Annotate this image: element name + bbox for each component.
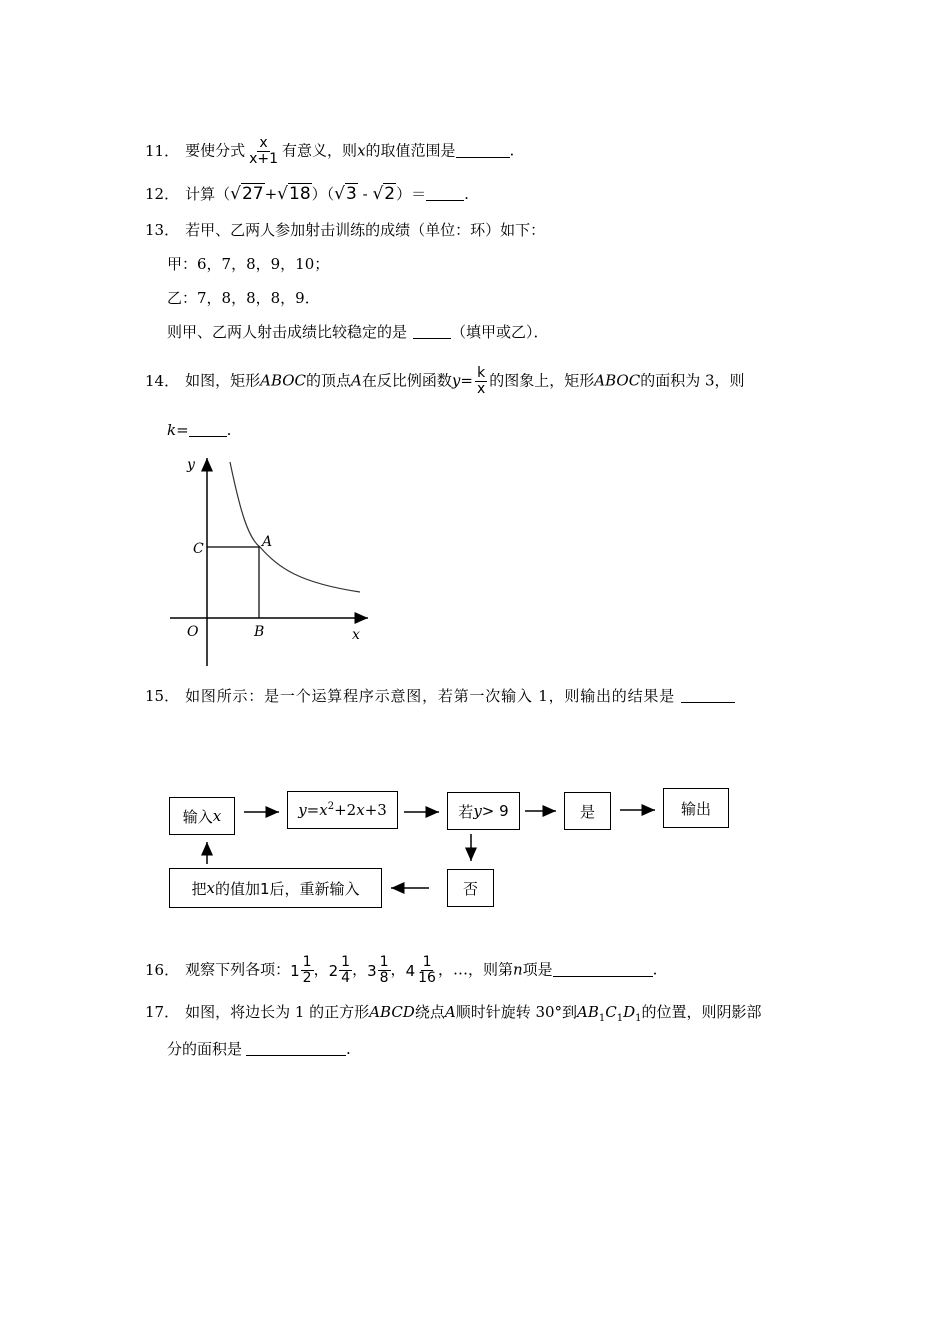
- fraction: [475, 366, 487, 397]
- variable: C: [605, 1003, 617, 1021]
- variable: x: [206, 879, 215, 897]
- question-number: 16．: [145, 960, 180, 979]
- answer-blank[interactable]: [456, 143, 510, 158]
- operator: =: [176, 421, 189, 439]
- output-box: 输出: [663, 788, 729, 828]
- radicand: 18: [289, 184, 311, 204]
- variable: n: [512, 960, 523, 979]
- variable: x: [356, 801, 365, 819]
- question-14: [145, 366, 745, 397]
- formula: [298, 801, 387, 819]
- question-number: 11．: [145, 141, 180, 160]
- flow-text: > 9: [481, 802, 509, 820]
- radicand: 3: [346, 184, 357, 204]
- variable: x: [212, 807, 222, 825]
- punctuation: .: [509, 141, 515, 160]
- answer-blank[interactable]: [189, 422, 227, 437]
- variable: A: [351, 371, 362, 390]
- punctuation: .: [464, 185, 469, 203]
- punctuation: .: [226, 421, 232, 439]
- punctuation: .: [652, 960, 658, 979]
- question-14-answer: [167, 419, 231, 441]
- answer-blank[interactable]: [246, 1041, 346, 1056]
- variable: y: [451, 371, 461, 390]
- whole-part: 1: [290, 961, 300, 980]
- variable: y: [298, 801, 307, 819]
- radicand: 2: [384, 184, 396, 204]
- question-text: 的面积为 3，则: [640, 371, 745, 390]
- whole-part: 3: [367, 961, 377, 980]
- question-text: 若甲、乙两人参加射击训练的成绩（单位：环）如下：: [185, 221, 546, 239]
- answer-blank[interactable]: [413, 324, 451, 339]
- fraction-numerator: 1: [341, 954, 351, 970]
- fraction-numerator: 1: [422, 954, 432, 970]
- question-text: ）＝: [396, 185, 427, 203]
- punctuation: .: [346, 1040, 351, 1058]
- question-11: [145, 136, 514, 167]
- fraction-denominator: x: [476, 381, 486, 397]
- subscript: 1: [616, 1013, 624, 1024]
- mixed-number: [329, 955, 352, 986]
- x-axis-label: x: [352, 627, 360, 643]
- no-box: 否: [447, 869, 494, 907]
- y-axis-label: y: [187, 457, 195, 473]
- question-text: 的图象上，矩形: [489, 371, 595, 390]
- mixed-number: [290, 955, 313, 986]
- operator: -: [357, 185, 373, 203]
- fraction-numerator: k: [477, 365, 486, 381]
- loop-box: [169, 868, 382, 908]
- variable: ABOC: [260, 371, 307, 390]
- question-text: 在反比例函数: [361, 371, 452, 390]
- question-text: 则甲、乙两人射击成绩比较稳定的是: [167, 323, 408, 341]
- punctuation: ，: [390, 960, 406, 979]
- formula-box: [287, 791, 398, 829]
- answer-blank[interactable]: [426, 186, 464, 201]
- operator: =: [306, 801, 320, 819]
- inverse-function-graph: [160, 450, 380, 672]
- question-number: 13．: [145, 221, 180, 239]
- question-17: [145, 1001, 762, 1030]
- rectangle-abco: [207, 547, 259, 618]
- point-o-label: O: [187, 624, 199, 640]
- flow-text: 输入: [182, 807, 213, 826]
- fraction-numerator: 1: [379, 954, 389, 970]
- question-15: [145, 685, 735, 707]
- mixed-number: [367, 955, 390, 986]
- punctuation: ，: [313, 960, 329, 979]
- formula-term: +3: [364, 801, 387, 819]
- question-text: 绕点: [414, 1003, 445, 1021]
- condition-box: [447, 792, 520, 830]
- question-text: 的取值范围是: [365, 141, 456, 160]
- point-a-label: A: [262, 534, 273, 550]
- point-b-label: B: [254, 624, 265, 640]
- question-13-ask: [167, 321, 549, 343]
- fraction-denominator: 4: [341, 970, 351, 986]
- question-number: 15．: [145, 687, 180, 705]
- formula-term: +2: [334, 801, 357, 819]
- fraction-numerator: x: [259, 135, 268, 151]
- flow-text: 的值加1后，重新输入: [214, 879, 360, 898]
- data-line-jia: 甲：6，7，8，9，10；: [167, 255, 330, 273]
- fraction-denominator: 8: [379, 970, 389, 986]
- operator: =: [460, 371, 473, 390]
- square-root: √27: [230, 184, 264, 204]
- variable: AB: [577, 1003, 599, 1021]
- question-text: 计算（: [185, 185, 231, 203]
- question-17-line2: [167, 1038, 351, 1060]
- fraction: [247, 136, 280, 167]
- variable: x: [319, 801, 328, 819]
- question-text: 如图所示：是一个运算程序示意图，若第一次输入 1，则输出的结果是: [185, 687, 676, 705]
- variable: x: [357, 141, 366, 160]
- question-text: 如图，矩形: [185, 371, 261, 390]
- question-text: 顺时针旋转 30°到: [455, 1003, 578, 1021]
- question-12: [145, 183, 469, 205]
- answer-blank[interactable]: [553, 962, 653, 977]
- operator: +: [264, 185, 278, 203]
- point-c-label: C: [193, 541, 204, 557]
- variable: k: [167, 421, 177, 439]
- hyperbola-curve: [230, 462, 360, 592]
- question-16: [145, 955, 657, 986]
- answer-blank[interactable]: [681, 688, 735, 703]
- fraction-denominator: 2: [302, 970, 312, 986]
- data-line-yi: 乙：7，8，8，8，9．: [167, 289, 320, 307]
- punctuation: ，: [352, 960, 368, 979]
- yes-box: 是: [564, 792, 611, 830]
- square-root: √2: [372, 184, 396, 204]
- question-text: ，…，则第: [437, 960, 513, 979]
- question-number: 17．: [145, 1003, 180, 1021]
- variable: A: [444, 1003, 456, 1021]
- mixed-number: [406, 955, 438, 986]
- radicand: 27: [241, 184, 264, 204]
- variable: ABOC: [594, 371, 641, 390]
- flow-text: 把: [191, 879, 207, 898]
- flow-text: 若: [458, 802, 474, 821]
- question-text: 项是: [522, 960, 553, 979]
- fraction-denominator: 16: [418, 970, 436, 986]
- question-text: ）（: [311, 185, 335, 203]
- subscript: 1: [598, 1013, 606, 1024]
- variable: ABCD: [369, 1003, 415, 1021]
- question-text: 分的面积是: [167, 1040, 243, 1058]
- question-number: 12．: [145, 185, 180, 203]
- question-text: 如图，将边长为 1 的正方形: [185, 1003, 370, 1021]
- fraction-numerator: 1: [302, 954, 312, 970]
- whole-part: 2: [328, 961, 339, 980]
- exponent: 2: [327, 801, 335, 812]
- input-box: [169, 797, 235, 835]
- question-text: 要使分式: [185, 141, 246, 160]
- question-text: 的顶点: [306, 371, 352, 390]
- variable: y: [473, 802, 482, 820]
- subscript: 1: [635, 1013, 642, 1024]
- question-text: 观察下列各项：: [185, 960, 291, 979]
- question-text: 有意义，则: [282, 141, 358, 160]
- whole-part: 4: [405, 961, 416, 980]
- square-root: √18: [277, 184, 311, 204]
- fraction-denominator: x+1: [249, 151, 279, 167]
- question-13: [145, 219, 545, 241]
- question-text: 的位置，则阴影部: [641, 1003, 762, 1021]
- square-root: √3: [334, 184, 357, 204]
- variable: D: [623, 1003, 636, 1021]
- question-number: 14．: [145, 371, 180, 390]
- question-text: （填甲或乙）．: [451, 323, 549, 341]
